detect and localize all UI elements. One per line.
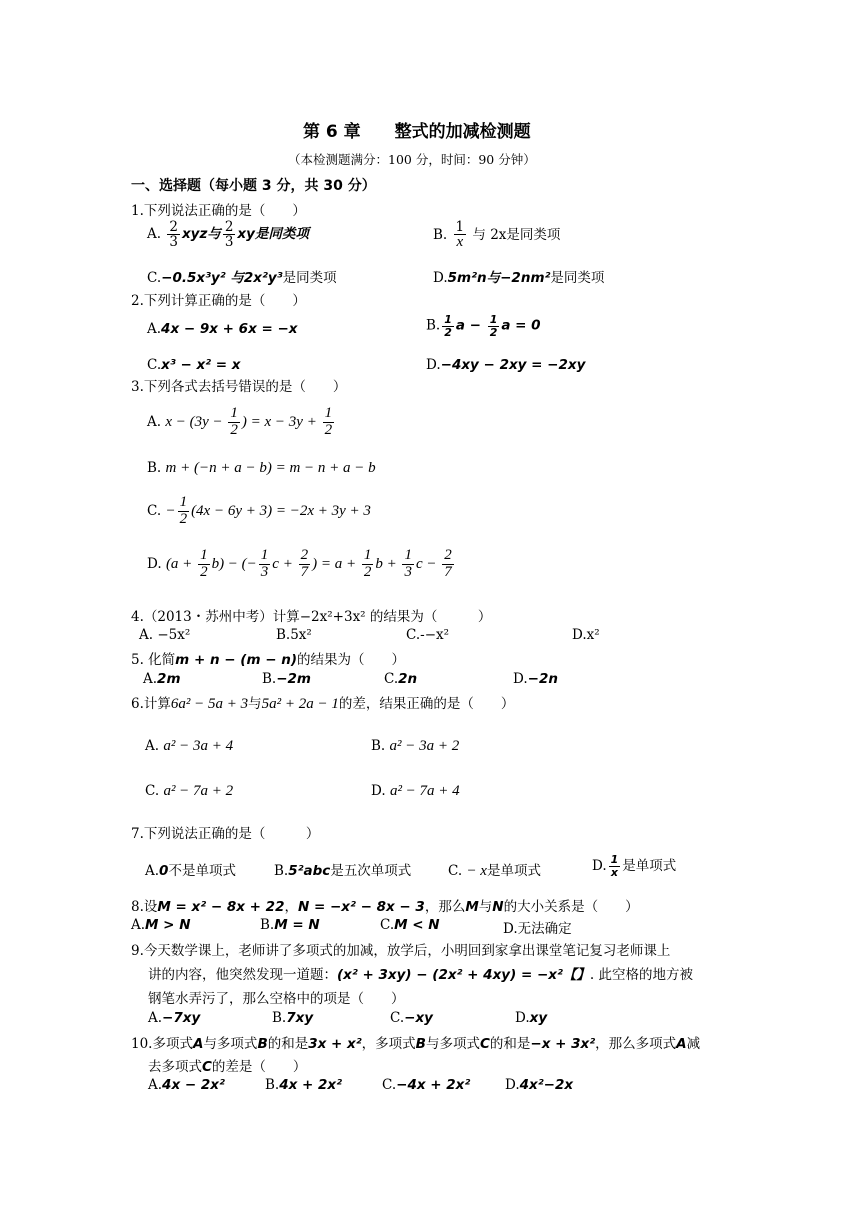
fraction: $\frac{2}{3}$ — [169, 219, 178, 251]
q9-option-b: B.7xy — [272, 1010, 314, 1026]
q10-option-d: D.4x²−2x — [505, 1077, 574, 1093]
question-8-stem: 8.设M = x² − 8x + 22，N = −x² − 8x − 3，那么M与N的大小关系是（ ） — [131, 899, 639, 915]
q1-option-b: B. $\frac{1}{x}$ 与 2x是同类项 — [433, 219, 561, 251]
question-4-stem: 4.（2013・苏州中考）计算−2x²+3x² 的结果为（ ） — [131, 609, 492, 625]
q6-option-c: C. a² − 7a + 2 — [145, 783, 234, 799]
q3-option-c: C. − $\frac{1}{2}$ (4x − 6y + 3) = −2x + 3y + 3 — [147, 494, 371, 527]
q3-option-b: B. m + (−n + a − b) = m − n + a − b — [147, 460, 376, 476]
q8-option-c: C.M < N — [380, 917, 440, 933]
question-3-stem: 3.下列各式去括号错误的是（ ） — [131, 379, 347, 395]
q5-option-b: B.−2m — [262, 671, 311, 687]
fraction: $\frac{2}{3}$ — [224, 219, 234, 251]
q6-option-a: A. a² − 3a + 4 — [145, 738, 234, 754]
q2-option-b: B. $\frac{1}{2}$ a − $\frac{1}{2}$ a = 0 — [426, 313, 541, 339]
q7-option-b: B.5²abc是五次单项式 — [274, 863, 412, 879]
q10-option-b: B.4x + 2x² — [265, 1077, 343, 1093]
q1-option-c: C.−0.5x³y² 与2x²y³是同类项 — [147, 270, 337, 286]
page-subtitle: （本检测题满分：100 分，时间：90 分钟） — [288, 152, 536, 167]
q5-option-d: D.−2n — [513, 671, 558, 687]
question-5-stem: 5. 化简m + n − (m − n)的结果为（ ） — [131, 652, 406, 668]
q1-option-d: D.5m²n与−2nm²是同类项 — [433, 270, 605, 286]
q10-option-a: A.4x − 2x² — [148, 1077, 225, 1093]
q4-option-d: D.x² — [572, 627, 600, 643]
q1-option-a: A. $\frac{2}{3}$ xyz与 $\frac{2}{3}$ xy是同类项 — [147, 219, 309, 251]
q9-option-a: A.−7xy — [148, 1010, 201, 1026]
q4-option-b: B.5x² — [276, 627, 312, 643]
question-9-line-1: 9.今天数学课上，老师讲了多项式的加减，放学后，小明回到家拿出课堂笔记复习老师课上 — [131, 943, 671, 959]
q5-option-c: C.2n — [384, 671, 418, 687]
q6-option-d: D. a² − 7a + 4 — [371, 783, 460, 799]
question-9-line-2: 讲的内容，他突然发现一道题：(x² + 3xy) − (2x² + 4xy) = −x²【】. 此空格的地方被 — [148, 967, 693, 983]
q9-option-d: D.xy — [515, 1010, 548, 1026]
q4-option-c: C.-−x² — [406, 627, 450, 643]
question-9-line-3: 钢笔水弄污了，那么空格中的项是（ ） — [148, 991, 405, 1007]
page-title: 第 6 章 整式的加减检测题 — [303, 122, 531, 142]
q7-option-c: C. − x是单项式 — [448, 863, 541, 879]
q9-option-c: C.−xy — [390, 1010, 433, 1026]
q7-option-d: D. $\frac{1}{x}$ 是单项式 — [592, 853, 677, 879]
q7-option-a: A.0不是单项式 — [145, 863, 236, 879]
q6-option-b: B. a² − 3a + 2 — [371, 738, 460, 754]
question-10-line-2: 去多项式C的差是（ ） — [148, 1059, 307, 1075]
q3-option-a: A. x − (3y − $\frac{1}{2}$ ) = x − 3y + $\frac{1}{2}$ — [147, 405, 333, 438]
question-6-stem: 6.计算6a² − 5a + 3与5a² + 2a − 1的差，结果正确的是（ ） — [131, 696, 515, 712]
q5-option-a: A.2m — [143, 671, 181, 687]
q10-option-c: C.−4x + 2x² — [382, 1077, 471, 1093]
q2-option-c: C.x³ − x² = x — [147, 357, 241, 373]
q4-option-a: A. −5x² — [139, 627, 191, 643]
section-heading: 一、选择题（每小题 3 分，共 30 分） — [131, 178, 376, 194]
q2-option-d: D.−4xy − 2xy = −2xy — [426, 357, 586, 373]
question-2-stem: 2.下列计算正确的是（ ） — [131, 293, 306, 309]
q8-option-a: A.M > N — [131, 917, 191, 933]
fraction: $\frac{1}{x}$ — [455, 219, 465, 251]
question-7-stem: 7.下列说法正确的是（ ） — [131, 826, 320, 842]
question-1-stem: 1.下列说法正确的是（ ） — [131, 203, 306, 219]
question-10-line-1: 10.多项式A与多项式B的和是3x + x²，多项式B与多项式C的和是−x + 3x²，那么多项式A减 — [131, 1036, 701, 1052]
q8-option-b: B.M = N — [260, 917, 320, 933]
q8-option-d: D.无法确定 — [503, 921, 572, 937]
q2-option-a: A.4x − 9x + 6x = −x — [147, 321, 298, 337]
q3-option-d: D. (a + $\frac{1}{2}$ b) − (− $\frac{1}{3}$ c + $\frac{2}{7}$ ) = a + $\frac{1}{2}$ b + $\frac{1}{3}$ c − $\frac{2}{7}$ — [147, 547, 452, 580]
